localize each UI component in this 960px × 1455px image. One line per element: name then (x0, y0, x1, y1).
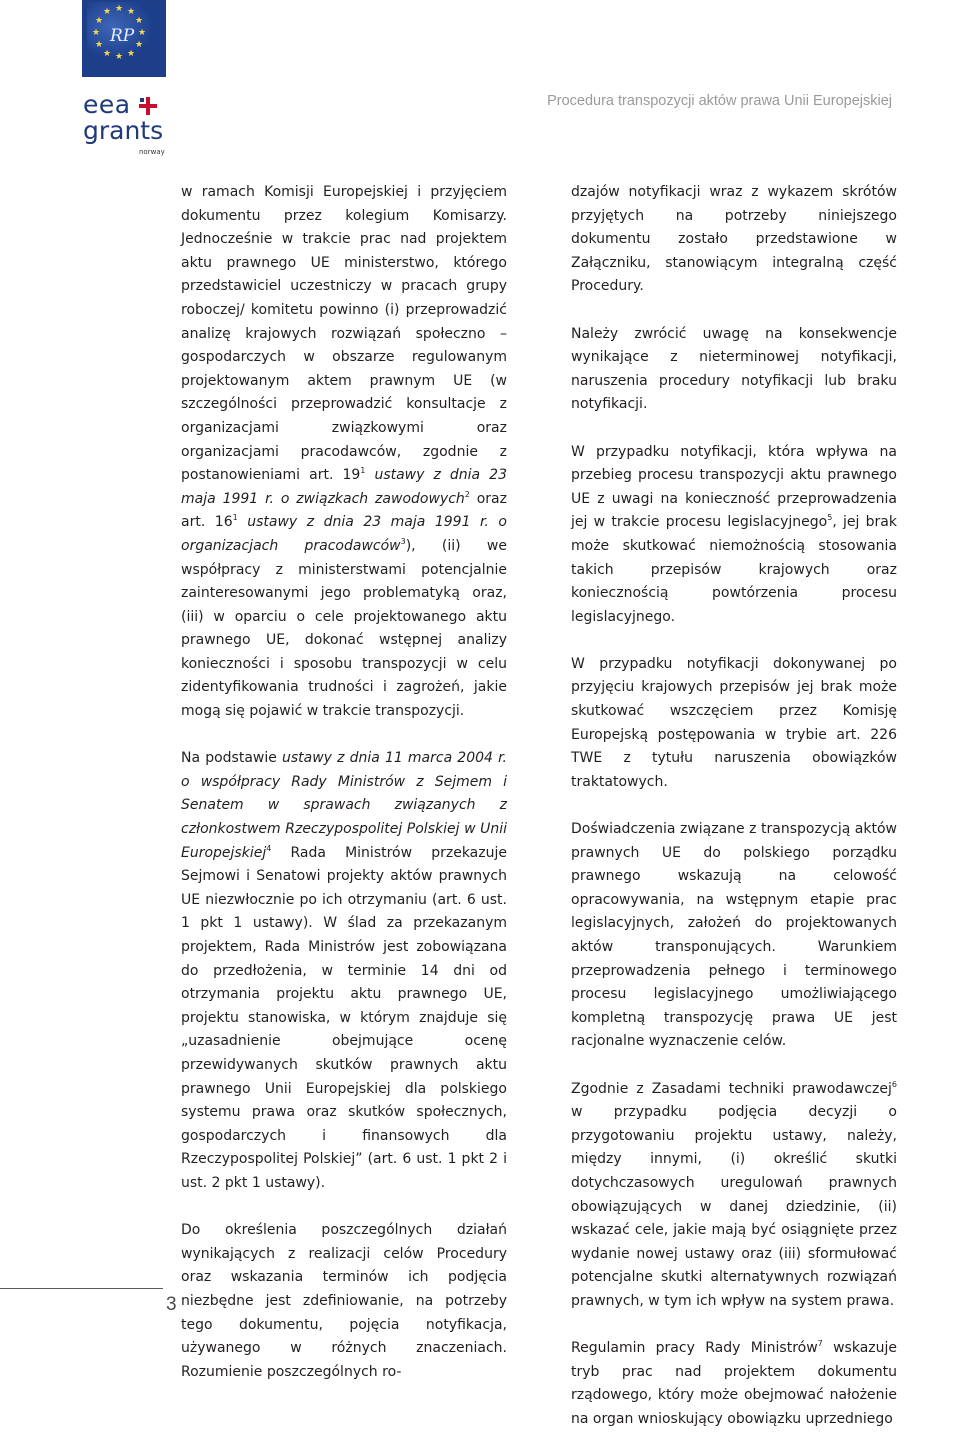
paragraph: Doświadczenia związane z transpozycją aktów prawnych UE do polskiego porządku prawnego wskazują na celowość opracowywania, na wstępnym etapie prac legislacyjnych, założeń do projektowanych aktów transponujących. Warunkiem przeprowadzenia pełnego i terminowego procesu legislacyjnego umożliwiającego kompletną transpozycję prawa UE jest racjonalne wyznaczenie celów. (571, 821, 897, 1050)
paragraph: Do określenia poszczególnych działań wynikających z realizacji celów Procedury oraz wskazania terminów ich podjęcia niezbędne jest zdefiniowanie, na potrzeby tego dokumentu, pojęcia notyfikacja, używanego w różnych znaczeniach. Rozumienie poszczególnych ro- (181, 1222, 507, 1380)
eu-flag-logo: ★ ★ ★ ★ ★ ★ ★ ★ ★ ★ ★ ★ RP (82, 0, 166, 77)
eea-mark-icon (138, 96, 158, 116)
flag-monogram: RP (110, 26, 135, 46)
paragraph: W przypadku notyfikacji dokonywanej po przyjęciu krajowych przepisów jej brak może skutkować wszczęciem przez Komisję Europejską postępowania w trybie art. 226 TWE z tytułu naruszenia obowiązków traktatowych. (571, 655, 897, 790)
paragraph: dzajów notyfikacji wraz z wykazem skrótów przyjętych na potrzeby niniejszego dokumentu zostało przedstawione w Załączniku, stanowiącym integralną część Procedury. (571, 184, 897, 295)
paragraph: W przypadku notyfikacji, która wpływa na przebieg procesu transpozycji aktu prawnego UE z uwagi na konieczność przeprowadzenia jej w trakcie procesu legislacyjnego$^5$, jej brak może skutkować niemożnością stosowania takich przepisów krajowych oraz koniecznością powtórzenia procesu legislacyjnego. (571, 443, 897, 625)
eea-grants-logo (83, 92, 167, 162)
paragraph: Zgodnie z Zasadami techniki prawodawczej$^6$ w przypadku podjęcia decyzji o przygotowaniu projektu ustawy, należy, między innymi, (i) określić skutki dotychczasowych uregulowań prawnych obowiązujących w danej dziedzinie, (ii) wskazać cele, jakie mają być osiągnięte przez wydanie nowej ustawy oraz (iii) sformułować potencjalne skutki alternatywnych rozwiązań prawnych, w tym ich wpływ na system prawa. (571, 1079, 897, 1309)
page-number: 3 (166, 1294, 177, 1315)
running-header: Procedura transpozycji aktów prawa Unii Europejskiej (547, 93, 892, 109)
logo-sub: norway (139, 148, 165, 156)
paragraph: Na podstawie ustawy z dnia 11 marca 2004 r. o współpracy Rady Ministrów z Sejmem i Senatem w sprawach związanych z członkostwem Rzeczypospolitej Polskiej w Unii Europejskiej$^4$ Rada Ministrów przekazuje Sejmowi i Senatowi projekty aktów prawnych UE niezwłocznie po ich otrzymaniu (art. 6 ust. 1 pkt 1 ustawy). W ślad za przekazanym projektem, Rada Ministrów jest zobowiązana do przedłożenia, w terminie 14 dni od otrzymania projektu aktu prawnego UE, projektu stanowiska, w którym znajduje się „uzasadnienie obejmujące ocenę przewidywanych skutków prawnych aktu prawnego Unii Europejskiej dla polskiego systemu prawa oraz skutków społecznych, gospodarczych i finansowych dla Rzeczypospolitej Polskiej” (art. 6 ust. 1 pkt 2 i ust. 2 pkt 1 ustawy). (181, 750, 507, 1191)
paragraph: w ramach Komisji Europejskiej i przyjęciem dokumentu przez kolegium Komisarzy. Jednocześnie w trakcie prac nad projektem aktu prawnego UE ministerstwo, którego przedstawiciel uczestniczy w pracach grupy roboczej/ komitetu powinno (i) przeprowadzić analizę krajowych rozwiązań społeczno – gospodarczych w obszarze regulowanym projektowanym aktem prawnym UE (w szczególności przeprowadzić konsultacje z organizacjami związkowymi oraz organizacjami pracodawców, zgodnie z postanowieniami art. $19^1$ ustawy z dnia 23 maja 1991 r. o związkach zawodowych$^2$ oraz art. $16^1$ ustawy z dnia 23 maja 1991 r. o organizacjach pracodawców$^3$), (ii) we współpracy z ministerstwami potencjalnie zainteresowanymi jego problematyką oraz, (iii) w oparciu o cele projektowanego aktu prawnego UE, dokonać wstępnej analizy konieczności i sposobu transpozycji w celu zidentyfikowania trudności i zagrożeń, jakie mogą się pojawić w trakcie transpozycji. (181, 184, 507, 720)
logo-line1: eea (83, 90, 131, 119)
logo-line2: grants (83, 116, 164, 145)
paragraph: Regulamin pracy Rady Ministrów$^7$ wskazuje tryb prac nad projektem dokumentu rządowego, który może obejmować nałożenie na organ wnioskujący obowiązku uprzedniego (571, 1339, 897, 1427)
right-column (571, 181, 897, 1455)
footer-rule (0, 1288, 163, 1289)
paragraph: Należy zwrócić uwagę na konsekwencje wynikające z nieterminowej notyfikacji, naruszenia procedury notyfikacji lub braku notyfikacji. (571, 325, 897, 413)
left-column (181, 181, 507, 1408)
